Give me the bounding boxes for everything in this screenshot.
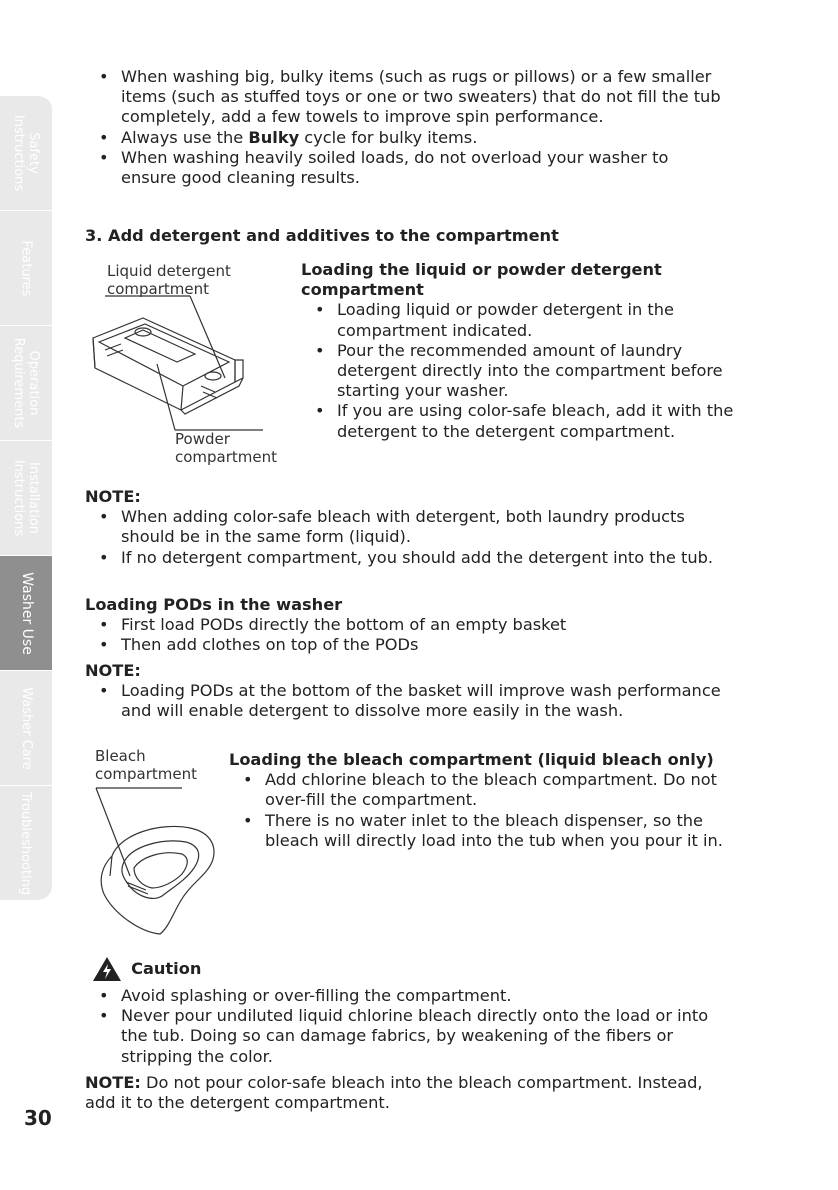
- tab-washer-use[interactable]: Washer Use: [0, 555, 52, 670]
- note-label: NOTE:: [85, 661, 141, 680]
- bleach-compartment-label: Bleach compartment: [95, 747, 198, 783]
- loading-bleach-section: [229, 750, 749, 851]
- powder-compartment-label: Powder compartment: [175, 430, 278, 466]
- list-item: • When adding color-safe bleach with detergent, both laundry products should be in the same form (liquid).: [85, 507, 725, 547]
- tab-washer-care[interactable]: Washer Care: [0, 670, 52, 785]
- list-item: • If no detergent compartment, you should add the detergent into the tub.: [85, 548, 725, 568]
- note-pods: [85, 661, 725, 722]
- list-item: • Pour the recommended amount of laundry detergent directly into the compartment before starting your washer.: [301, 341, 741, 402]
- intro-section: [85, 67, 725, 188]
- list-item: • Then add clothes on top of the PODs: [85, 635, 725, 655]
- warning-icon: [92, 955, 122, 983]
- loading-detergent-section: [301, 260, 741, 442]
- bleach-cup-illustration: [90, 784, 230, 944]
- tab-safety-instructions[interactable]: Safety Instructions: [0, 95, 52, 210]
- tab-troubleshooting[interactable]: Troubleshooting: [0, 785, 52, 900]
- note-label: NOTE:: [85, 487, 141, 506]
- liquid-detergent-label: Liquid detergent compartment: [107, 262, 231, 298]
- list-item: • Loading PODs at the bottom of the basket will improve wash performance and will enable detergent to dissolve more easily in the wash.: [85, 681, 725, 721]
- list-item: • When washing heavily soiled loads, do not overload your washer to ensure good cleaning results.: [85, 148, 725, 188]
- caution-title: Caution: [131, 958, 202, 978]
- list-item: • Avoid splashing or over-filling the compartment.: [85, 986, 725, 1006]
- list-item: • First load PODs directly the bottom of an empty basket: [85, 615, 725, 635]
- final-note: [85, 1073, 715, 1113]
- final-note-text: Do not pour color-safe bleach into the bleach compartment. Instead, add it to the detergent compartment.: [85, 1073, 703, 1113]
- note-color-safe-bleach: [85, 487, 725, 568]
- tab-features[interactable]: Features: [0, 210, 52, 325]
- list-item: • Always use the Bulky cycle for bulky items.: [85, 128, 725, 148]
- list-item: • When washing big, bulky items (such as rugs or pillows) or a few smaller items (such as stuffed toys or one or two sweaters) that do not fill the tub completely, add a few towels to improve spin performance.: [85, 67, 725, 128]
- tab-operation-requirements[interactable]: Operation Requirements: [0, 325, 52, 440]
- caution-heading: [92, 955, 201, 983]
- loading-bleach-title: Loading the bleach compartment (liquid bleach only): [229, 750, 714, 769]
- tab-installation-instructions[interactable]: Installation Instructions: [0, 440, 52, 555]
- page-number: 30: [24, 1106, 52, 1130]
- list-item: • Never pour undiluted liquid chlorine bleach directly onto the load or into the tub. Doing so can damage fabrics, by weakening of the fibers or stripping the color.: [85, 1006, 725, 1067]
- pods-title: Loading PODs in the washer: [85, 595, 343, 614]
- list-item: • Add chlorine bleach to the bleach compartment. Do not over-fill the compartment.: [229, 770, 749, 810]
- note-label: NOTE:: [85, 1073, 141, 1092]
- detergent-drawer-illustration: [85, 290, 285, 440]
- loading-detergent-title: Loading the liquid or powder detergent compartment: [301, 260, 662, 300]
- list-item: • There is no water inlet to the bleach dispenser, so the bleach will directly load into the tub when you pour it in.: [229, 811, 749, 851]
- list-item: • Loading liquid or powder detergent in the compartment indicated.: [301, 300, 741, 340]
- step3-heading: 3. Add detergent and additives to the compartment: [85, 226, 559, 245]
- list-item: • If you are using color-safe bleach, add it with the detergent to the detergent compartment.: [301, 401, 741, 441]
- pods-section: [85, 595, 725, 656]
- caution-section: [85, 986, 725, 1067]
